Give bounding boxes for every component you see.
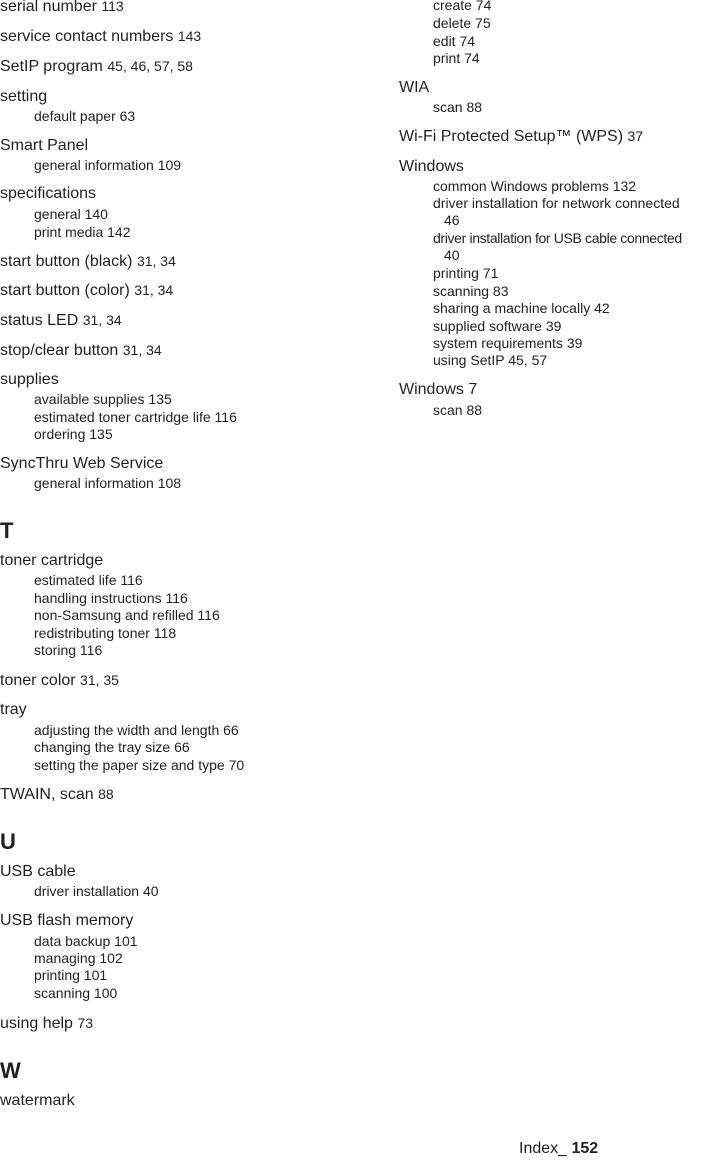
index-page-refs: 31, 34 [136,253,176,269]
index-page-refs: 31, 35 [80,672,119,688]
index-entry [399,78,429,97]
index-subentry: data backup 101 [34,933,138,949]
index-section-letter: U [0,829,16,854]
footer-label: Index_ [519,1140,572,1157]
index-subentry: scanning 83 [433,283,509,299]
index-entry [0,1091,75,1110]
index-term: specifications [0,185,97,202]
index-subentry: storing 116 [34,642,103,658]
index-term: stop/clear button [0,342,119,359]
index-entry [0,87,47,106]
index-subentry: edit 74 [433,33,476,49]
index-subentry: ordering 135 [34,426,113,442]
index-subentry: driver installation for USB cable connected [433,230,682,246]
index-entry [0,0,124,16]
index-subentry: general information 109 [34,157,182,173]
page-footer [519,1140,598,1158]
index-term: tray [0,701,27,718]
index-subentry: handling instructions 116 [34,590,188,606]
page-number: 152 [571,1140,599,1157]
index-subentry: using SetIP 45, 57 [433,352,548,368]
index-term: watermark [0,1092,75,1109]
index-term: toner color [0,672,76,689]
index-subentry: system requirements 39 [433,335,583,351]
index-subentry: available supplies 135 [34,391,172,407]
index-entry [0,184,96,203]
index-term: setting [0,88,48,105]
index-entry [0,785,114,804]
index-page-refs: 45, 46, 57, 58 [107,58,193,74]
index-page-refs: 73 [77,1015,93,1031]
index-term: USB cable [0,863,76,880]
index-term: start button (color) [0,282,130,299]
index-term: serial number [0,0,97,15]
index-subentry: managing 102 [34,950,123,966]
index-page-refs: 37 [627,128,644,144]
index-entry [0,341,162,360]
index-entry [399,127,643,146]
index-page-refs: 88 [98,786,114,802]
index-subentry: general information 108 [34,475,182,491]
index-entry [0,911,133,930]
index-page-refs: 31, 34 [82,312,122,328]
index-entry [399,157,464,176]
index-subentry: driver installation for network connected [433,195,680,211]
index-subentry: scan 88 [433,99,483,115]
index-section-letter: W [0,1058,21,1083]
index-subentry: scanning 100 [34,985,118,1001]
index-subentry: supplied software 39 [433,318,562,334]
index-page-refs: 143 [177,28,202,44]
index-term: start button (black) [0,253,133,270]
index-entry [0,252,176,271]
index-term: SetIP program [0,58,103,75]
index-entry [0,551,103,570]
index-entry [0,671,119,690]
index-entry [399,380,477,399]
index-term: service contact numbers [0,28,174,45]
index-entry [0,281,173,300]
index-subentry: non-Samsung and refilled 116 [34,607,220,623]
index-term: SyncThru Web Service [0,455,164,472]
index-subentry: general 140 [34,206,108,222]
index-subentry: adjusting the width and length 66 [34,722,239,738]
index-entry [0,1014,93,1033]
index-term: Windows 7 [399,381,478,398]
index-subentry: print media 142 [34,224,131,240]
index-subentry: default paper 63 [34,108,136,124]
index-entry [0,27,201,46]
index-subentry: estimated toner cartridge life 116 [34,409,237,425]
index-term: toner cartridge [0,552,104,569]
index-page-refs: 113 [101,0,124,14]
index-subentry: setting the paper size and type 70 [34,757,245,773]
index-term: Wi-Fi Protected Setup™ (WPS) [399,128,624,145]
index-subentry: sharing a machine locally 42 [433,300,610,316]
index-subentry: print 74 [433,50,480,66]
index-subentry: create 74 [433,0,492,13]
index-subentry: scan 88 [433,402,483,418]
index-subentry: redistributing toner 118 [34,625,177,641]
index-entry [0,311,122,330]
index-term: status LED [0,312,79,329]
index-subentry-continuation: 46 [444,212,460,228]
index-entry [0,136,88,155]
index-term: TWAIN, scan [0,786,94,803]
index-subentry: estimated life 116 [34,572,143,588]
index-term: Smart Panel [0,137,89,154]
index-subentry: printing 71 [433,265,499,281]
index-subentry: driver installation 40 [34,883,159,899]
index-subentry-continuation: 40 [444,247,460,263]
index-term: using help [0,1015,73,1032]
index-page-refs: 31, 34 [122,342,162,358]
index-entry [0,454,163,473]
index-subentry: delete 75 [433,15,491,31]
index-term: WIA [399,79,430,96]
index-subentry: common Windows problems 132 [433,178,637,194]
index-entry [0,370,59,389]
index-entry [0,700,27,719]
index-term: supplies [0,371,59,388]
index-page-refs: 31, 34 [134,282,174,298]
index-entry [0,57,193,76]
index-subentry: printing 101 [34,967,108,983]
index-term: USB flash memory [0,912,134,929]
index-term: Windows [399,158,464,175]
index-subentry: changing the tray size 66 [34,739,190,755]
index-entry [0,862,76,881]
index-section-letter: T [0,518,14,543]
